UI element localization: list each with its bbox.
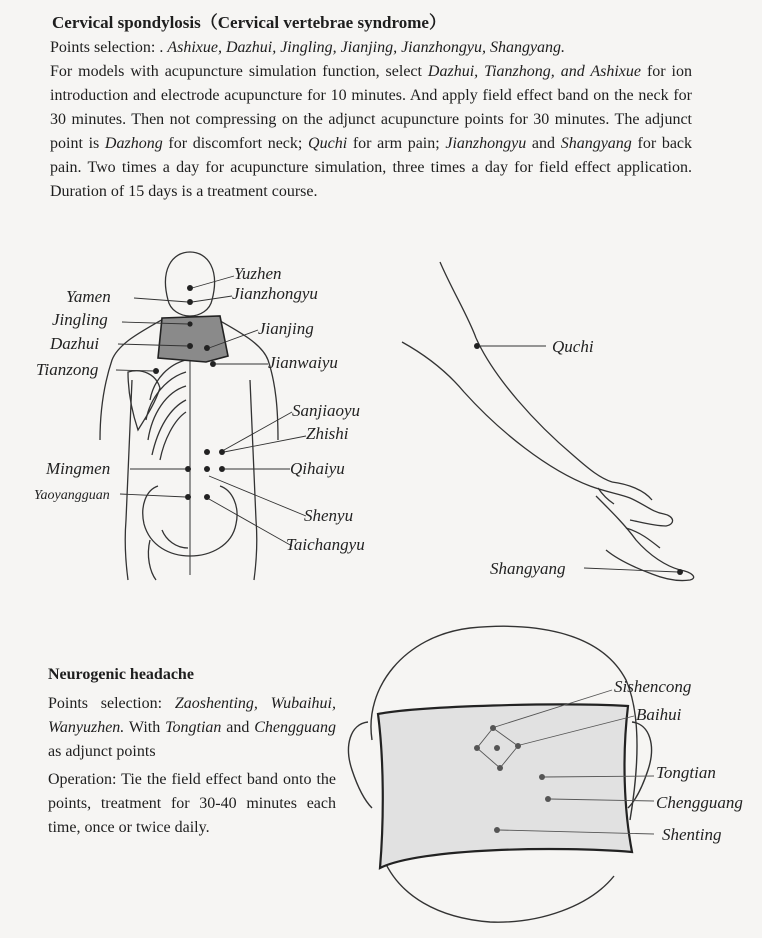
label-sanjiaoyu: Sanjiaoyu <box>292 401 360 420</box>
arm-leader-lines <box>479 346 678 572</box>
text-run: as adjunct points <box>48 743 156 760</box>
text-run: For models with acupuncture simulation function, select <box>50 63 428 80</box>
text-run: and <box>526 135 561 152</box>
text-run: Points selection: <box>48 695 175 712</box>
head-field-band <box>378 704 632 868</box>
point-name: Chengguang <box>254 719 336 736</box>
label-jingling: Jingling <box>52 310 108 329</box>
arm-points <box>474 343 683 575</box>
point-name: Quchi <box>308 135 348 152</box>
point-name: Tongtian <box>165 719 222 736</box>
label-taichangyu: Taichangyu <box>286 535 365 554</box>
label-mingmen: Mingmen <box>46 459 111 478</box>
label-yamen: Yamen <box>66 287 111 306</box>
label-baihui: Baihui <box>636 705 682 724</box>
section-title: Cervical spondylosis（Cervical vertebrae syndrome） <box>52 13 446 32</box>
label-jianjing: Jianjing <box>258 319 314 338</box>
text-run: With <box>124 719 166 736</box>
label-quchi: Quchi <box>552 337 594 356</box>
label-sishencong: Sishencong <box>614 677 692 696</box>
points-list: Ashixue, Dazhui, Jingling, Jianjing, Jianzhongyu, Shangyang. <box>167 39 566 56</box>
label-tongtian: Tongtian <box>656 763 716 782</box>
label-shangyang: Shangyang <box>490 559 566 578</box>
label-dazhui: Dazhui <box>50 334 100 353</box>
label-yuzhen: Yuzhen <box>234 264 282 283</box>
section-neurogenic-headache <box>44 666 336 844</box>
label-qihaiyu: Qihaiyu <box>290 459 345 478</box>
points-prefix: Points selection: . <box>50 39 168 56</box>
label-chengguang: Chengguang <box>656 793 743 812</box>
point-name: Jianzhongyu <box>445 135 527 152</box>
label-shenyu: Shenyu <box>304 506 354 525</box>
label-zhishi: Zhishi <box>306 424 349 443</box>
text-run: for back pain. Two times a day for acupuncture simulation, three times a day for field effect application. Duration of 15 days is a treatment course. <box>50 135 693 200</box>
section-title: Neurogenic headache <box>48 666 194 683</box>
label-jianwaiyu: Jianwaiyu <box>268 353 338 372</box>
point-name: Shangyang <box>560 135 632 152</box>
point-names: Dazhui, Tianzhong, and Ashixue <box>427 63 642 80</box>
points-selection-paragraph <box>48 692 336 764</box>
point-names: Zaoshenting, Wubaihui, Wanyuzhen. <box>48 695 337 736</box>
neck-field-band <box>158 316 228 362</box>
text-run: for arm pain; <box>347 135 446 152</box>
label-tianzong: Tianzong <box>36 360 99 379</box>
label-shenting: Shenting <box>662 825 722 844</box>
arm-figure <box>402 262 694 581</box>
label-jianzhongyu: Jianzhongyu <box>232 284 318 303</box>
text-run: and <box>221 719 255 736</box>
text-run: for ion introduction and electrode acupuncture for 10 minutes. And apply field effect band on the neck for 30 minutes. Then not compressing on the adjunct acupuncture points for 30 minutes. The adjunct point is <box>50 63 692 152</box>
label-yaoyangguan: Yaoyangguan <box>34 488 110 503</box>
text-run: for discomfort neck; <box>162 135 309 152</box>
point-name: Dazhong <box>104 135 163 152</box>
operation-paragraph: Operation: Tie the field effect band onto the points, treatment for 30-40 minutes each time, once or twice daily. <box>48 771 336 836</box>
